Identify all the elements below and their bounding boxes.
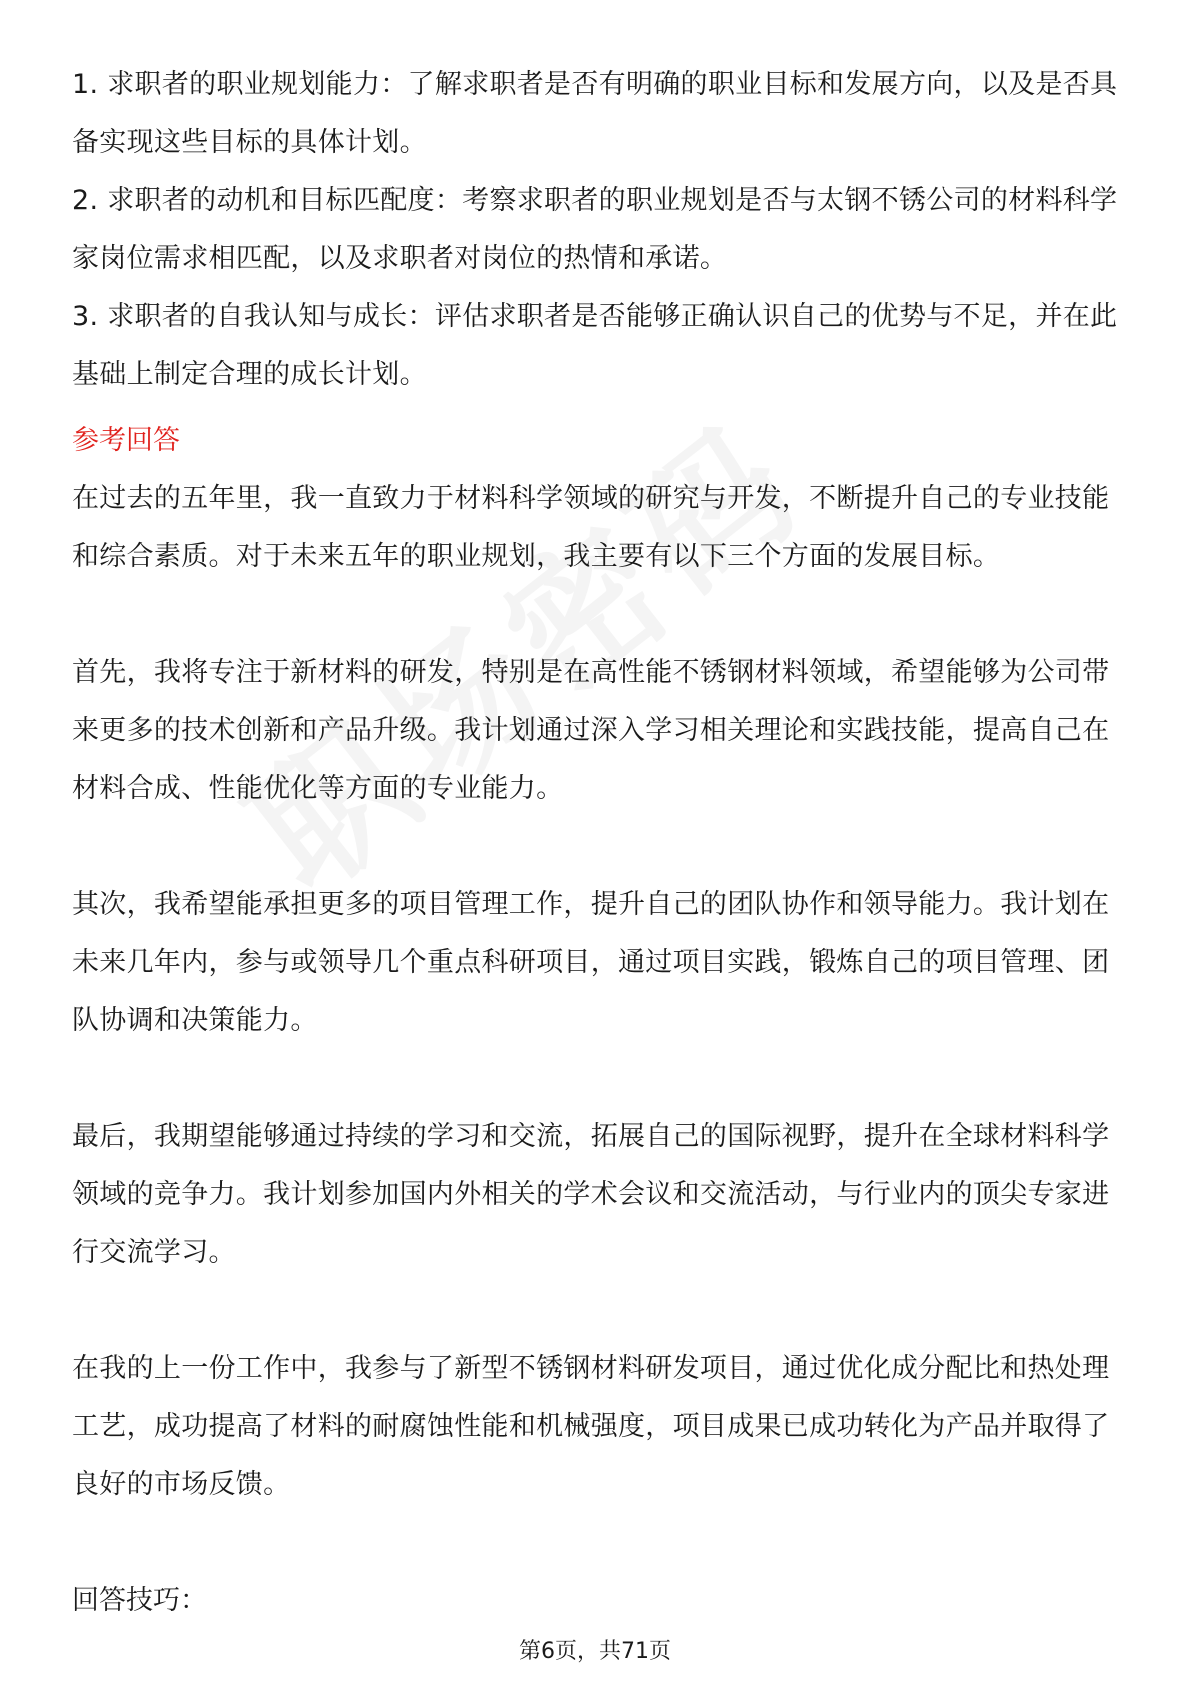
criteria-item: 3. 求职者的自我认知与成长：评估求职者是否能够正确认识自己的优势与不足，并在此基础上制定合理的成长计划。 xyxy=(72,301,1118,390)
reference-answer-heading: 参考回答 xyxy=(72,425,180,456)
page-number-footer: 第6页，共71页 xyxy=(519,1639,671,1664)
answer-paragraph: 在我的上一份工作中，我参与了新型不锈钢材料研发项目，通过优化成分配比和热处理工艺，成功提高了材料的耐腐蚀性能和机械强度，项目成果已成功转化为产品并取得了良好的市场反馈。 xyxy=(72,1353,1110,1500)
answer-tips-heading: 回答技巧： xyxy=(72,1585,207,1616)
evaluation-criteria-list xyxy=(72,56,1120,404)
criteria-item: 1. 求职者的职业规划能力：了解求职者是否有明确的职业目标和发展方向，以及是否具备实现这些目标的具体计划。 xyxy=(72,69,1118,158)
reference-answer-body xyxy=(72,470,1120,1514)
page-content xyxy=(72,56,1120,1630)
criteria-item: 2. 求职者的动机和目标匹配度：考察求职者的职业规划是否与太钢不锈公司的材料科学家岗位需求相匹配，以及求职者对岗位的热情和承诺。 xyxy=(72,185,1118,274)
answer-paragraph: 首先，我将专注于新材料的研发，特别是在高性能不锈钢材料领域，希望能够为公司带来更多的技术创新和产品升级。我计划通过深入学习相关理论和实践技能，提高自己在材料合成、性能优化等方面的专业能力。 xyxy=(72,657,1110,804)
answer-paragraph: 其次，我希望能承担更多的项目管理工作，提升自己的团队协作和领导能力。我计划在未来几年内，参与或领导几个重点科研项目，通过项目实践，锻炼自己的项目管理、团队协调和决策能力。 xyxy=(72,889,1110,1036)
answer-paragraph: 最后，我期望能够通过持续的学习和交流，拓展自己的国际视野，提升在全球材料科学领域的竞争力。我计划参加国内外相关的学术会议和交流活动，与行业内的顶尖专家进行交流学习。 xyxy=(72,1121,1110,1268)
answer-paragraph: 在过去的五年里，我一直致力于材料科学领域的研究与开发，不断提升自己的专业技能和综合素质。对于未来五年的职业规划，我主要有以下三个方面的发展目标。 xyxy=(72,483,1110,572)
